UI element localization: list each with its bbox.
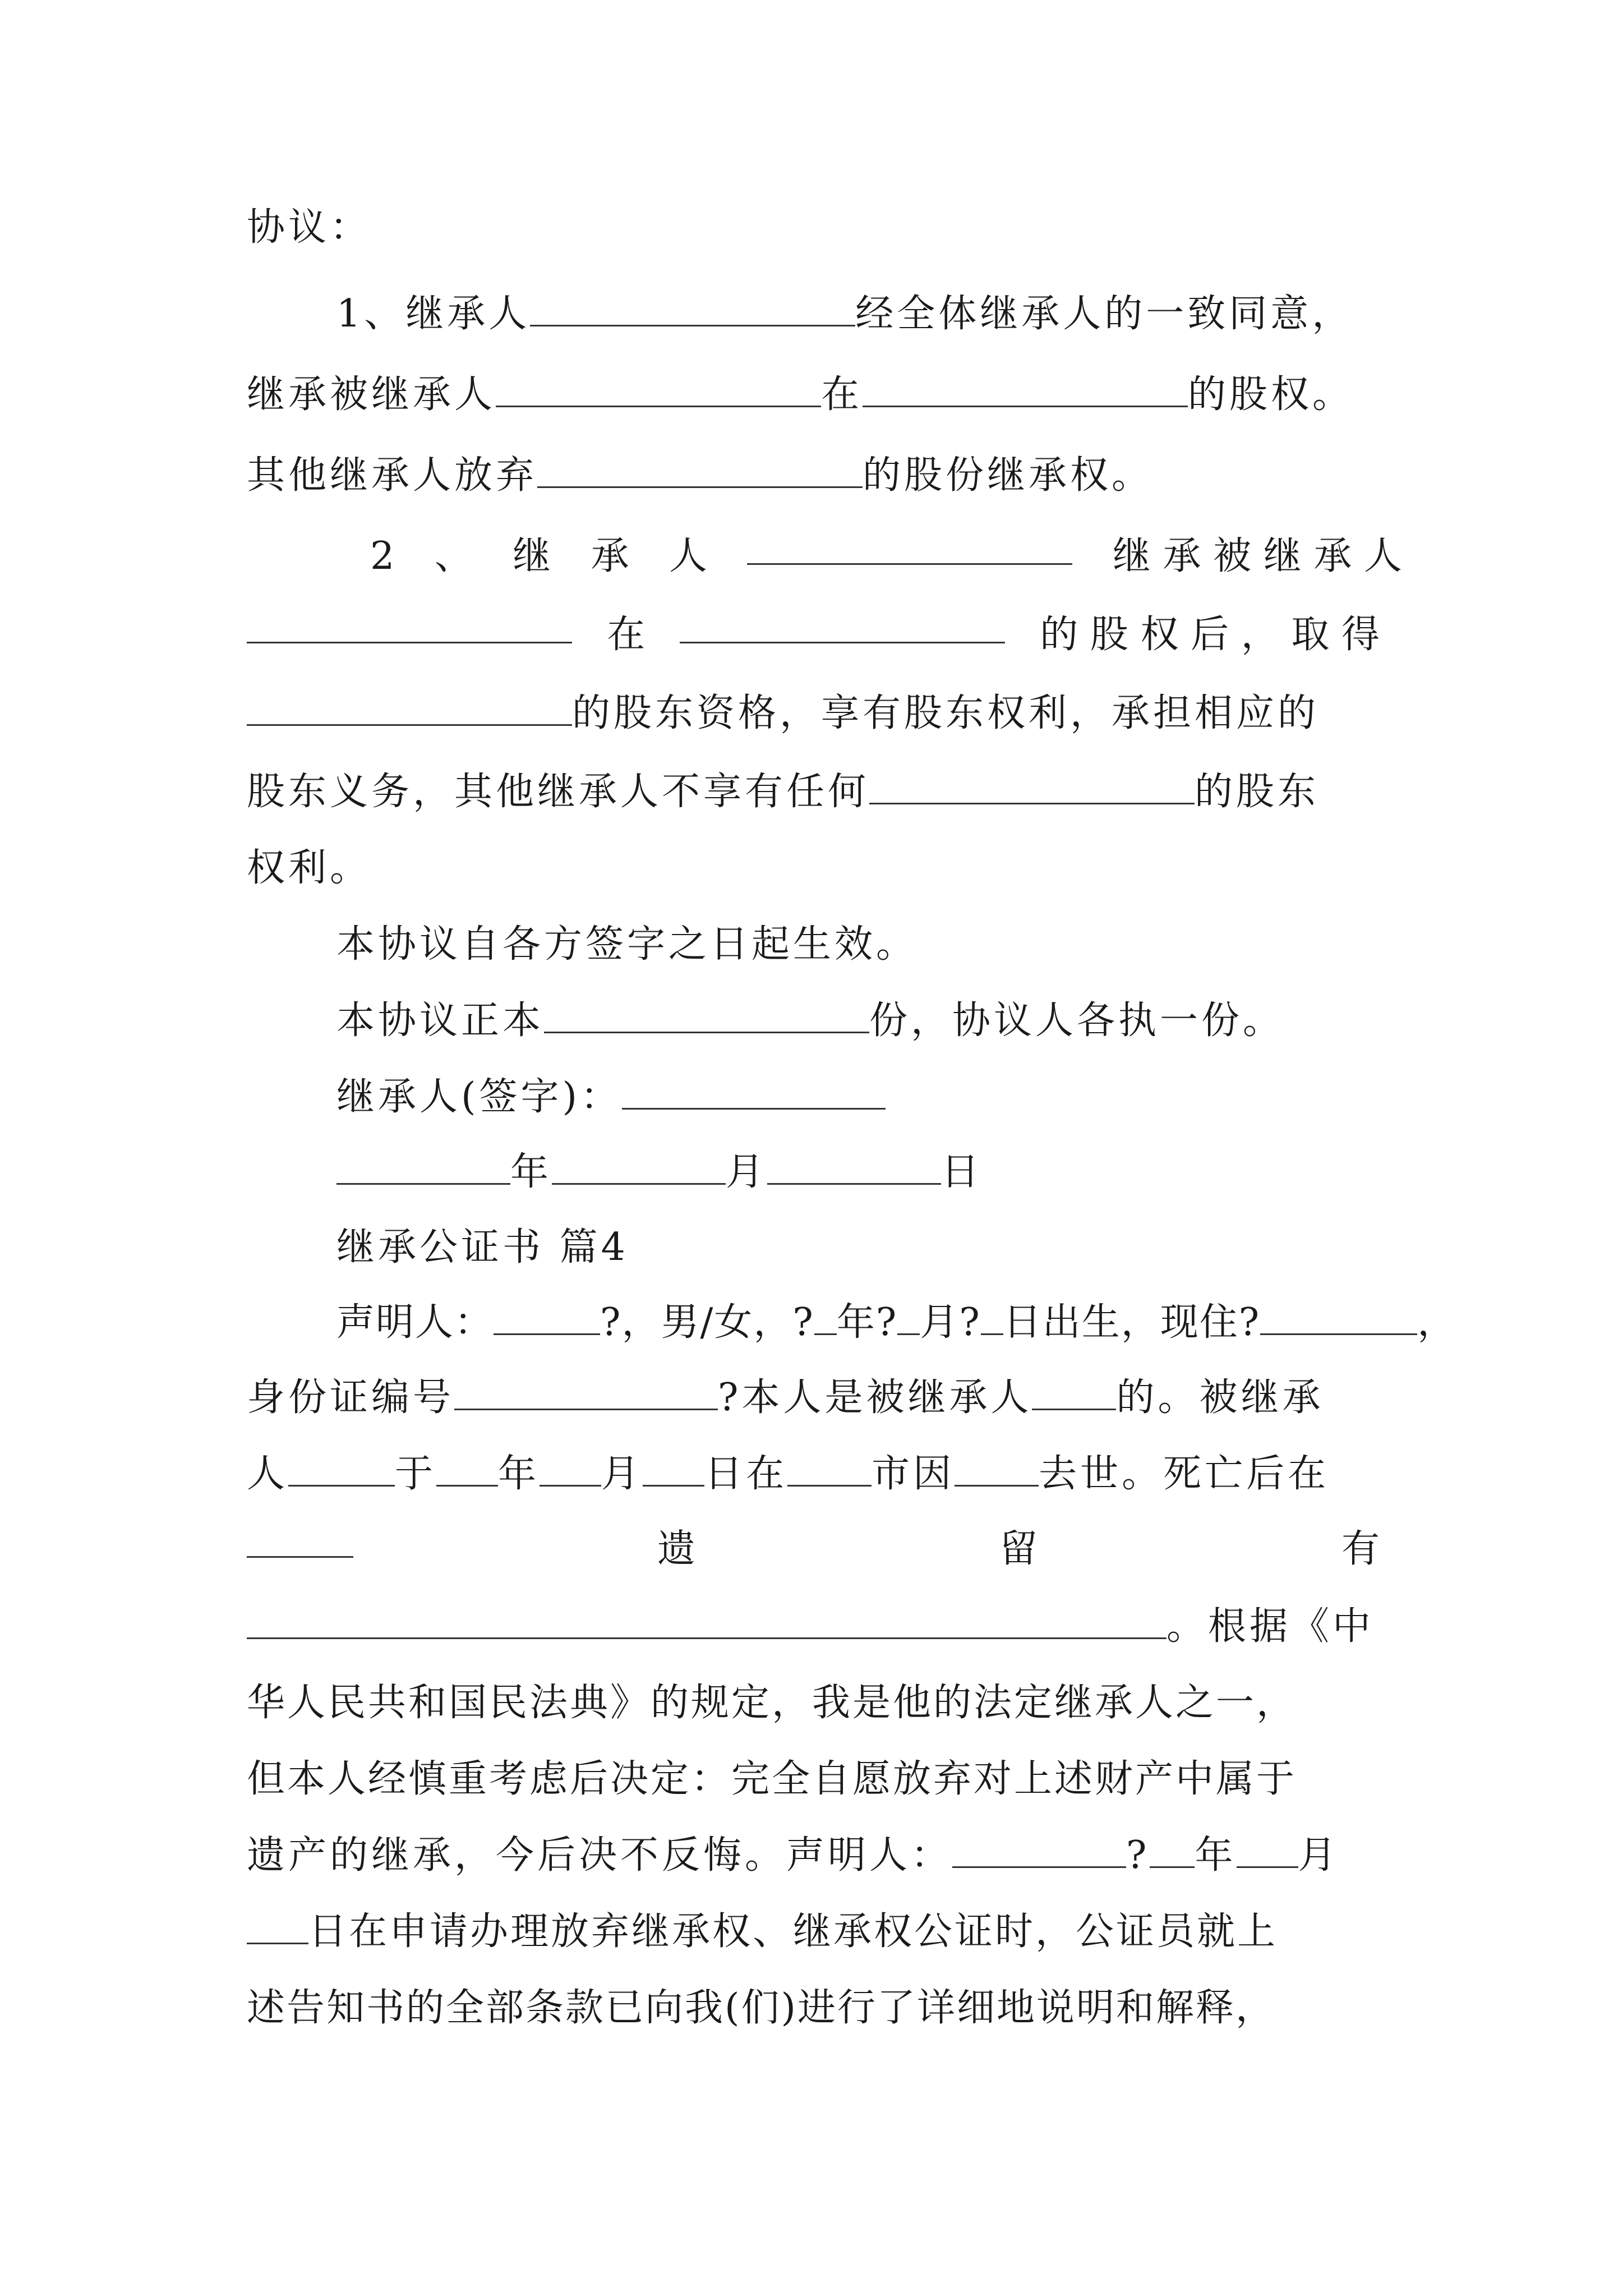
item2-line5: 权利。 <box>247 846 372 890</box>
decedent2-blank <box>288 1444 395 1487</box>
declaration-line4: 遗 留 有 <box>247 1516 1380 1583</box>
heir-name-blank <box>530 284 855 326</box>
declaration-line5: 。根据《中 <box>247 1593 1402 1660</box>
decedent-name-blank <box>496 365 821 407</box>
company-name-blank <box>863 365 1188 407</box>
birth-day-blank <box>981 1293 1003 1335</box>
address-blank <box>1260 1293 1417 1335</box>
copies-clause: 本协议正本 份，协议人各执一份。 <box>336 987 1492 1055</box>
item2-line3: 的股东资格，享有股东权利，承担相应的 <box>247 680 1402 747</box>
item1-line1: 1、继承人 经全体继承人的一致同意， <box>336 280 1492 348</box>
declarant-sign-blank <box>952 1826 1126 1868</box>
item2-decedent-blank <box>247 601 572 643</box>
signature-line: 继承人(签字)： <box>336 1064 1492 1131</box>
id-number-blank <box>454 1368 718 1410</box>
declaration-line6: 华人民共和国民法典》的规定，我是他的法定继承人之一， <box>247 1681 1297 1725</box>
city-blank <box>787 1444 872 1487</box>
item2-company-blank <box>680 601 1005 643</box>
death-year-blank <box>436 1444 498 1487</box>
year-blank <box>336 1143 510 1185</box>
day-blank <box>767 1143 941 1185</box>
cause-blank <box>955 1444 1039 1487</box>
estate-description-blank <box>247 1597 1166 1639</box>
copies-count-blank <box>544 991 869 1033</box>
item2-line2: 在 的 股 权 后 ， 取 得 <box>247 601 1380 669</box>
declaration-line2: 身份证编号 ?本人是被继承人 的。被继承 <box>247 1364 1402 1432</box>
declaration-line10: 述告知书的全部条款已向我(们)进行了详细地说明和解释， <box>247 1986 1276 2030</box>
item1-line3: 其他继承人放弃 的股份继承权。 <box>247 442 1402 509</box>
declaration-line9: 日在申请办理放弃继承权、继承权公证时，公证员就上 <box>247 1898 1402 1966</box>
sign-year-blank <box>1150 1826 1195 1868</box>
waived-share-blank <box>537 446 863 488</box>
item2-line1: 2 、 继 承 人 继 承 被 继 承 人 <box>370 523 1402 590</box>
declaration-line3: 人 于 年 月 日在 市因 去世。死亡后在 <box>247 1441 1402 1508</box>
declaration-line1: 声明人： ?，男/女，? 年? 月? 日出生，现住? ， <box>336 1289 1492 1356</box>
section-title: 继承公证书 篇4 <box>336 1225 629 1269</box>
death-day-blank <box>643 1444 704 1487</box>
death-month-blank <box>540 1444 601 1487</box>
place-blank <box>247 1516 353 1558</box>
item2-shareholder-blank <box>247 684 572 726</box>
effect-clause: 本协议自各方签字之日起生效。 <box>336 922 918 967</box>
item2-line4: 股东义务，其他继承人不享有任何 的股东 <box>247 758 1402 826</box>
sign-day-blank <box>247 1902 308 1944</box>
month-blank <box>552 1143 726 1185</box>
birth-year-blank <box>814 1293 837 1335</box>
sign-month-blank <box>1237 1826 1298 1868</box>
declaration-line8: 遗产的继承，今后决不反悔。声明人： ? 年 月 <box>247 1822 1402 1889</box>
agreement-heading: 协议： <box>247 205 372 250</box>
item1-line2: 继承被继承人 在 的股权。 <box>247 361 1402 429</box>
item2-heir-blank <box>747 523 1072 565</box>
birth-month-blank <box>897 1293 920 1335</box>
date-line: 年 月 日 <box>336 1139 1492 1206</box>
relation-blank <box>1032 1368 1116 1410</box>
declaration-line7: 但本人经慎重考虑后决定：完全自愿放弃对上述财产中属于 <box>247 1757 1297 1801</box>
signature-blank <box>622 1068 886 1110</box>
item2-company2-blank <box>869 762 1195 804</box>
declarant-name-blank <box>494 1293 600 1335</box>
